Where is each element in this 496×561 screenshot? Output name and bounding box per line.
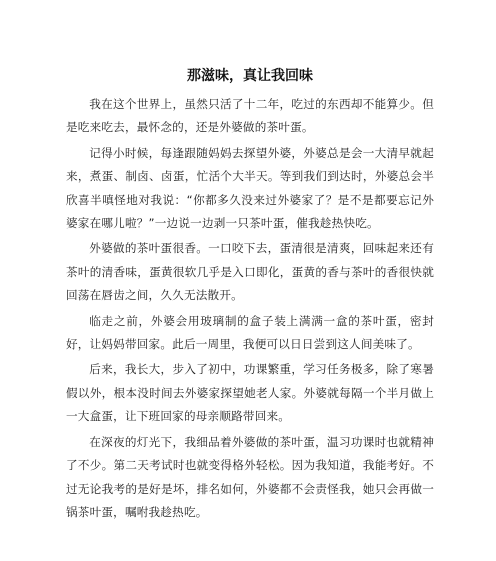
paragraph-5: 后来，我长大，步入了初中，功课繁重，学习任务极多，除了寒暑假以外，根本没时间去外婆家探望她老人家。外婆就每隔一个半月做上一大盒蛋，让下班回家的母亲顺路带回来。	[66, 362, 434, 424]
essay-title: 那滋味，真让我回味	[187, 68, 313, 84]
paragraph-1: 我在这个世界上，虽然只活了十二年，吃过的东西却不能算少。但是吃来吃去，最怀念的，还是外婆做的茶叶蛋。	[66, 97, 434, 135]
paragraph-3: 外婆做的茶叶蛋很香。一口咬下去，蛋清很是清爽，回味起来还有茶叶的清香味，蛋黄很软几乎是入口即化，蛋黄的香与茶叶的香很快就回荡在唇齿之间，久久无法散开。	[66, 241, 434, 303]
paragraph-2: 记得小时候，每逢跟随妈妈去探望外婆，外婆总是会一大清早就起来，煮蛋、制卤、卤蛋，忙活个大半天。等到我们到达时，外婆总会半欣喜半嗔怪地对我说：“你都多久没来过外婆家了？是不是都要忘记外婆家在哪儿啦？”一边说一边剥一只茶叶蛋，催我趁热快吃。	[66, 145, 434, 231]
paragraph-6: 在深夜的灯光下，我细品着外婆做的茶叶蛋，温习功课时也就精神了不少。第二天考试时也就变得格外轻松。因为我知道，我能考好。不过无论我考的是好是坏，排名如何，外婆都不会责怪我，她只会再做一锅茶叶蛋，嘱咐我趁热吃。	[66, 434, 434, 519]
paragraph-4: 临走之前，外婆会用玻璃制的盒子装上满满一盒的茶叶蛋，密封好，让妈妈带回家。此后一周里，我便可以日日尝到这人间美味了。	[66, 313, 434, 352]
